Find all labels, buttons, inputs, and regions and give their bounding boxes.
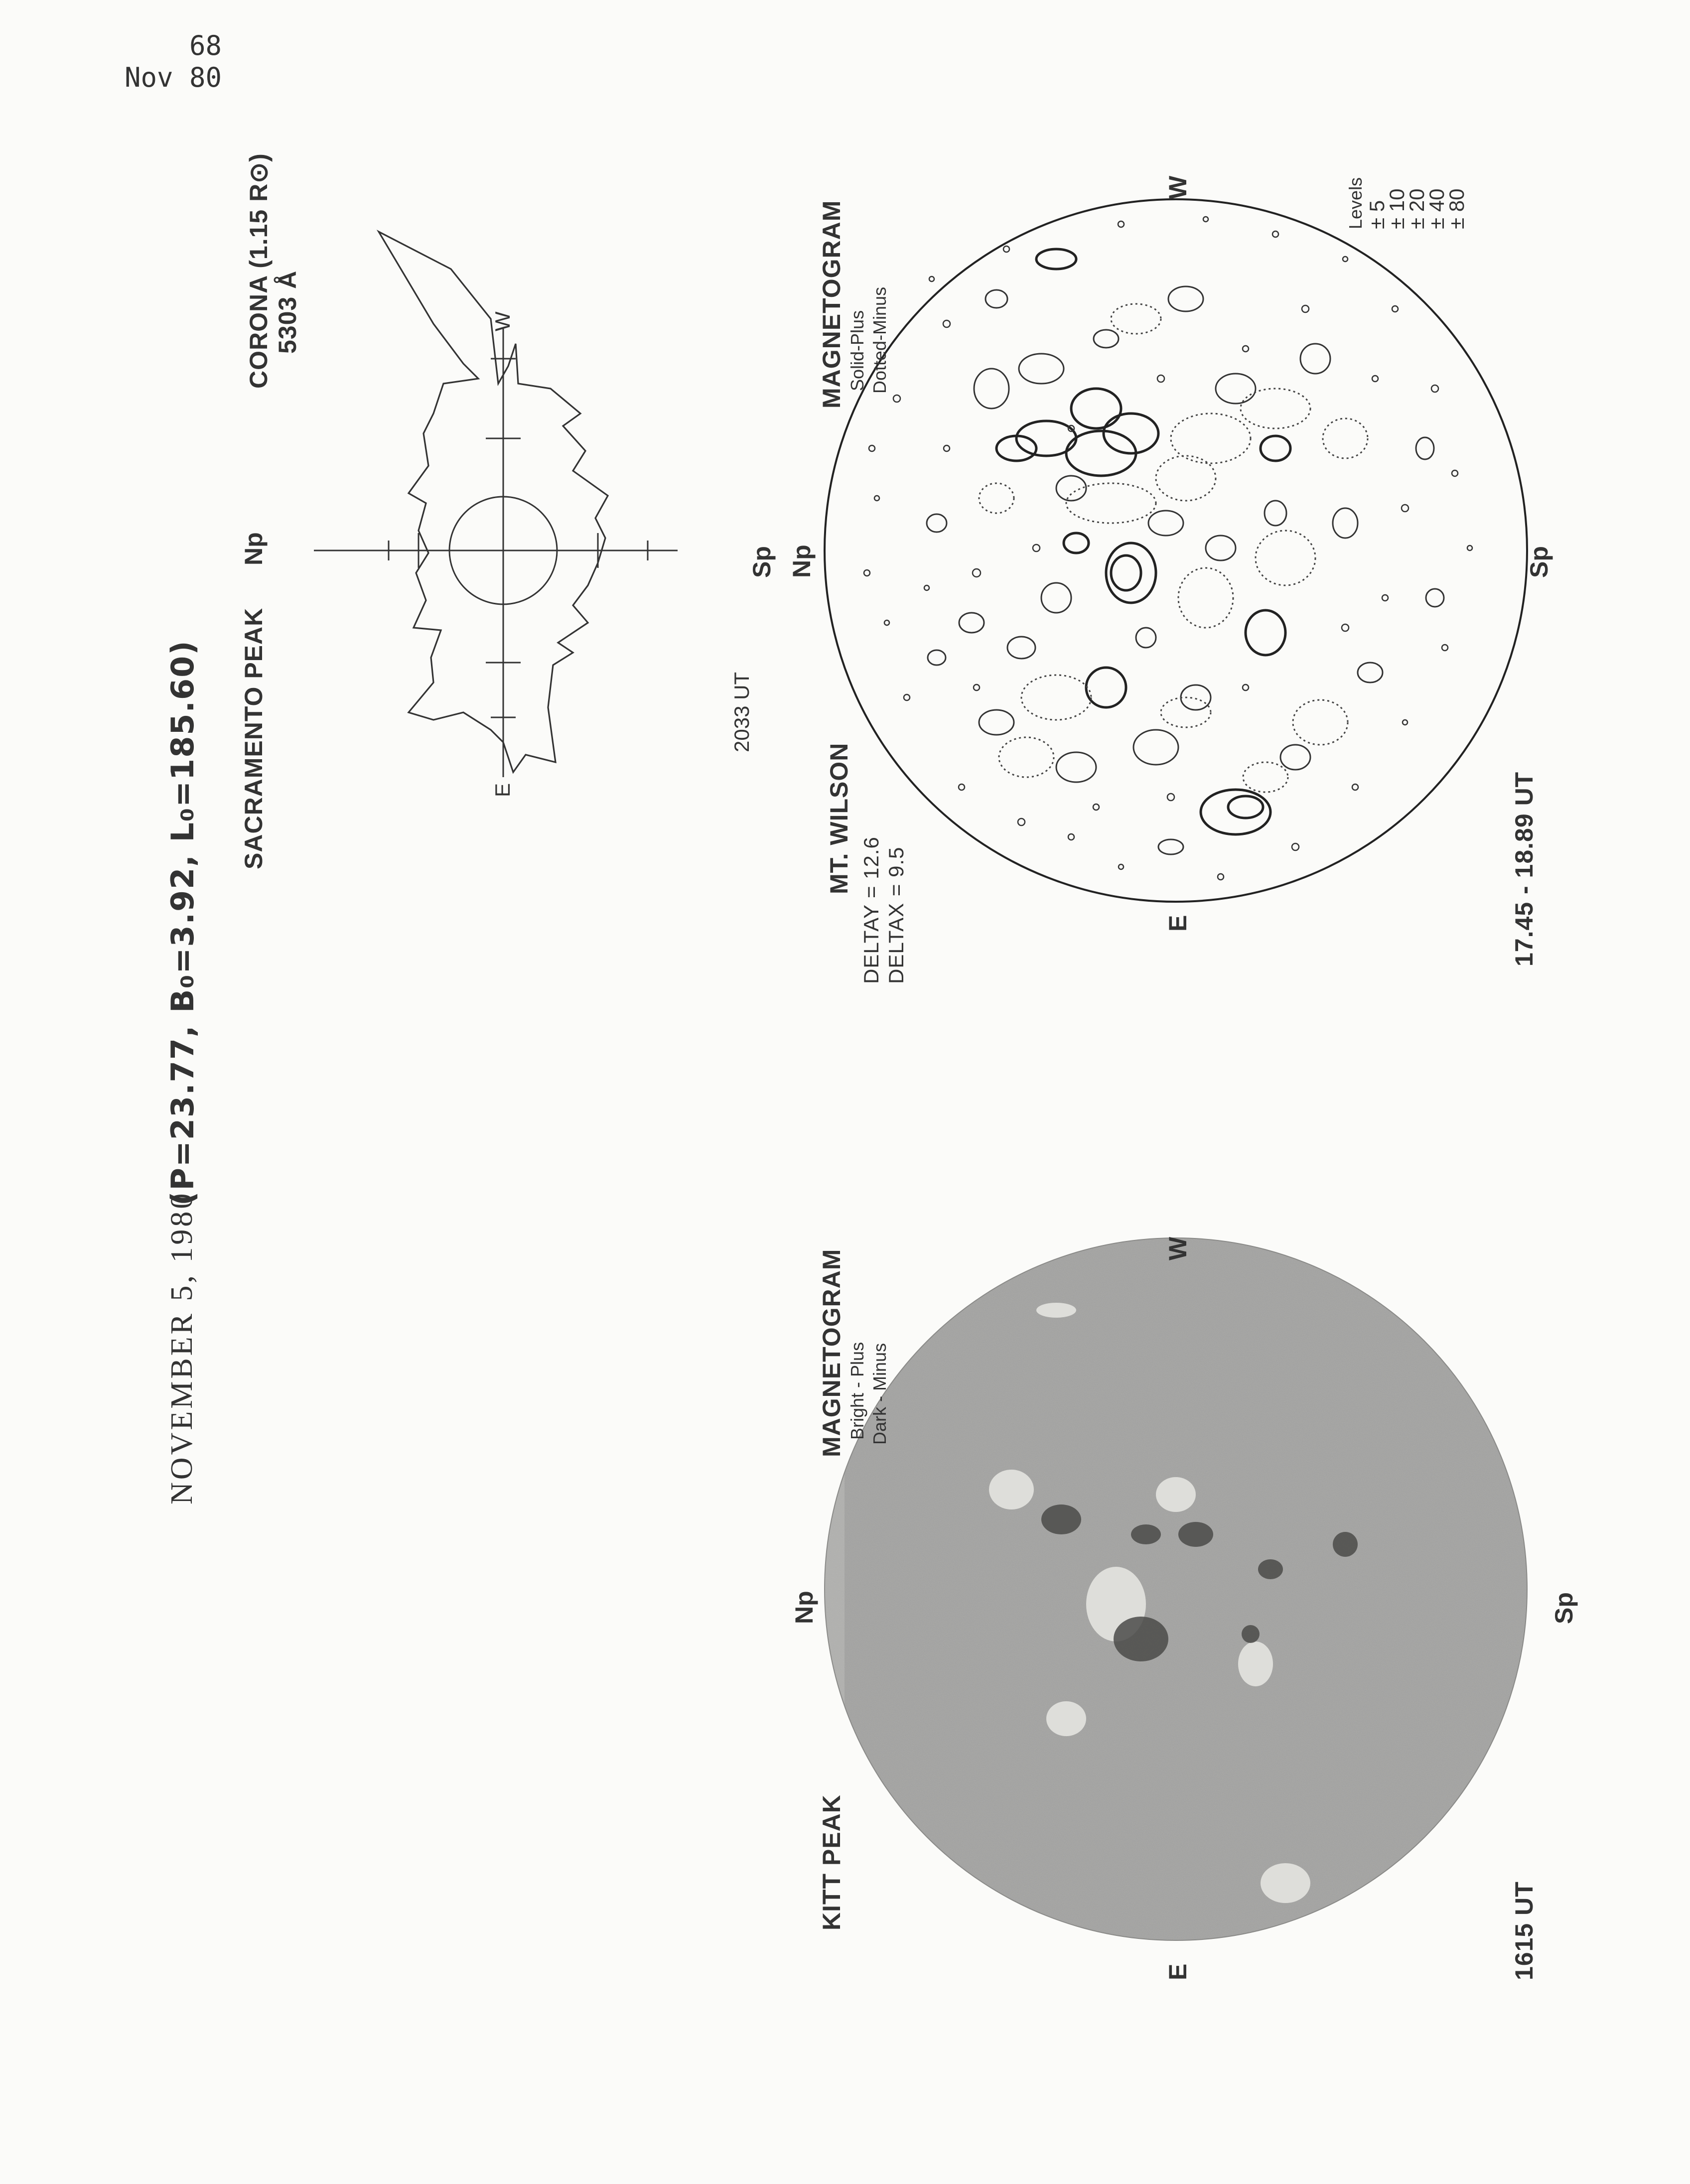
mw-level-4: ± 40 [1425,188,1448,229]
corona-east-label: E [491,783,514,797]
mw-level-3: ± 20 [1405,188,1428,229]
mw-sp-top-label: Sp [748,546,776,578]
kp-np-label: Np [790,1591,818,1624]
kp-legend-minus: Dark - Minus [869,1343,890,1445]
solar-parameters: (P=23.77, B₀=3.92, L₀=185.60) [164,640,201,1206]
mw-legend-plus: Solid-Plus [847,310,867,391]
corona-label-line1: CORONA (1.15 R⊙) [245,153,273,389]
mw-east-label: E [1164,915,1192,932]
corona-label-line2: 5303 Å [274,270,301,354]
contour-speckles [864,217,1472,880]
mw-levels-title: Levels [1345,177,1366,229]
mw-sp-bottom-label: Sp [1525,546,1553,578]
mw-west-label: W [1164,175,1192,199]
mw-np-top-label: Np [788,545,816,578]
kp-observatory-label: KITT PEAK [818,1794,845,1930]
corona-west-label: W [491,311,514,331]
kp-west-label: W [1164,1236,1192,1260]
page-number: 68 [189,30,222,61]
mw-legend-minus: Dotted-Minus [869,286,890,394]
kp-time-label: 1615 UT [1510,1881,1538,1980]
mw-deltax: DELTAX = 9.5 [884,846,908,984]
contour-strong [996,249,1290,834]
mt-wilson-disk [825,199,1527,902]
mw-level-1: ± 5 [1365,200,1389,229]
mw-observatory-label: MT. WILSON [825,742,853,894]
corona-np-label: Np [240,532,268,565]
kitt-peak-disk [825,1238,1527,1940]
mw-level-5: ± 80 [1445,188,1468,229]
mw-deltay: DELTAY = 12.6 [859,836,883,984]
kp-sp-label: Sp [1550,1592,1578,1624]
issue-label: Nov 80 [125,62,222,93]
corona-time-label: 2033 UT [730,672,753,752]
mw-level-2: ± 10 [1385,188,1408,229]
mw-time-label: 17.45 - 18.89 UT [1510,771,1538,966]
page-title: NOVEMBER 5, 1980 [165,1191,199,1504]
corona-ticks [389,359,648,717]
kp-east-label: E [1164,1963,1192,1980]
contour-minus-dotted [979,304,1368,792]
mw-magnetogram-title: MAGNETOGRAM [818,200,845,409]
sacramento-peak-label: SACRAMENTO PEAK [240,607,268,869]
kp-legend-plus: Bright - Plus [847,1342,867,1440]
kp-magnetogram-title: MAGNETOGRAM [818,1248,845,1457]
